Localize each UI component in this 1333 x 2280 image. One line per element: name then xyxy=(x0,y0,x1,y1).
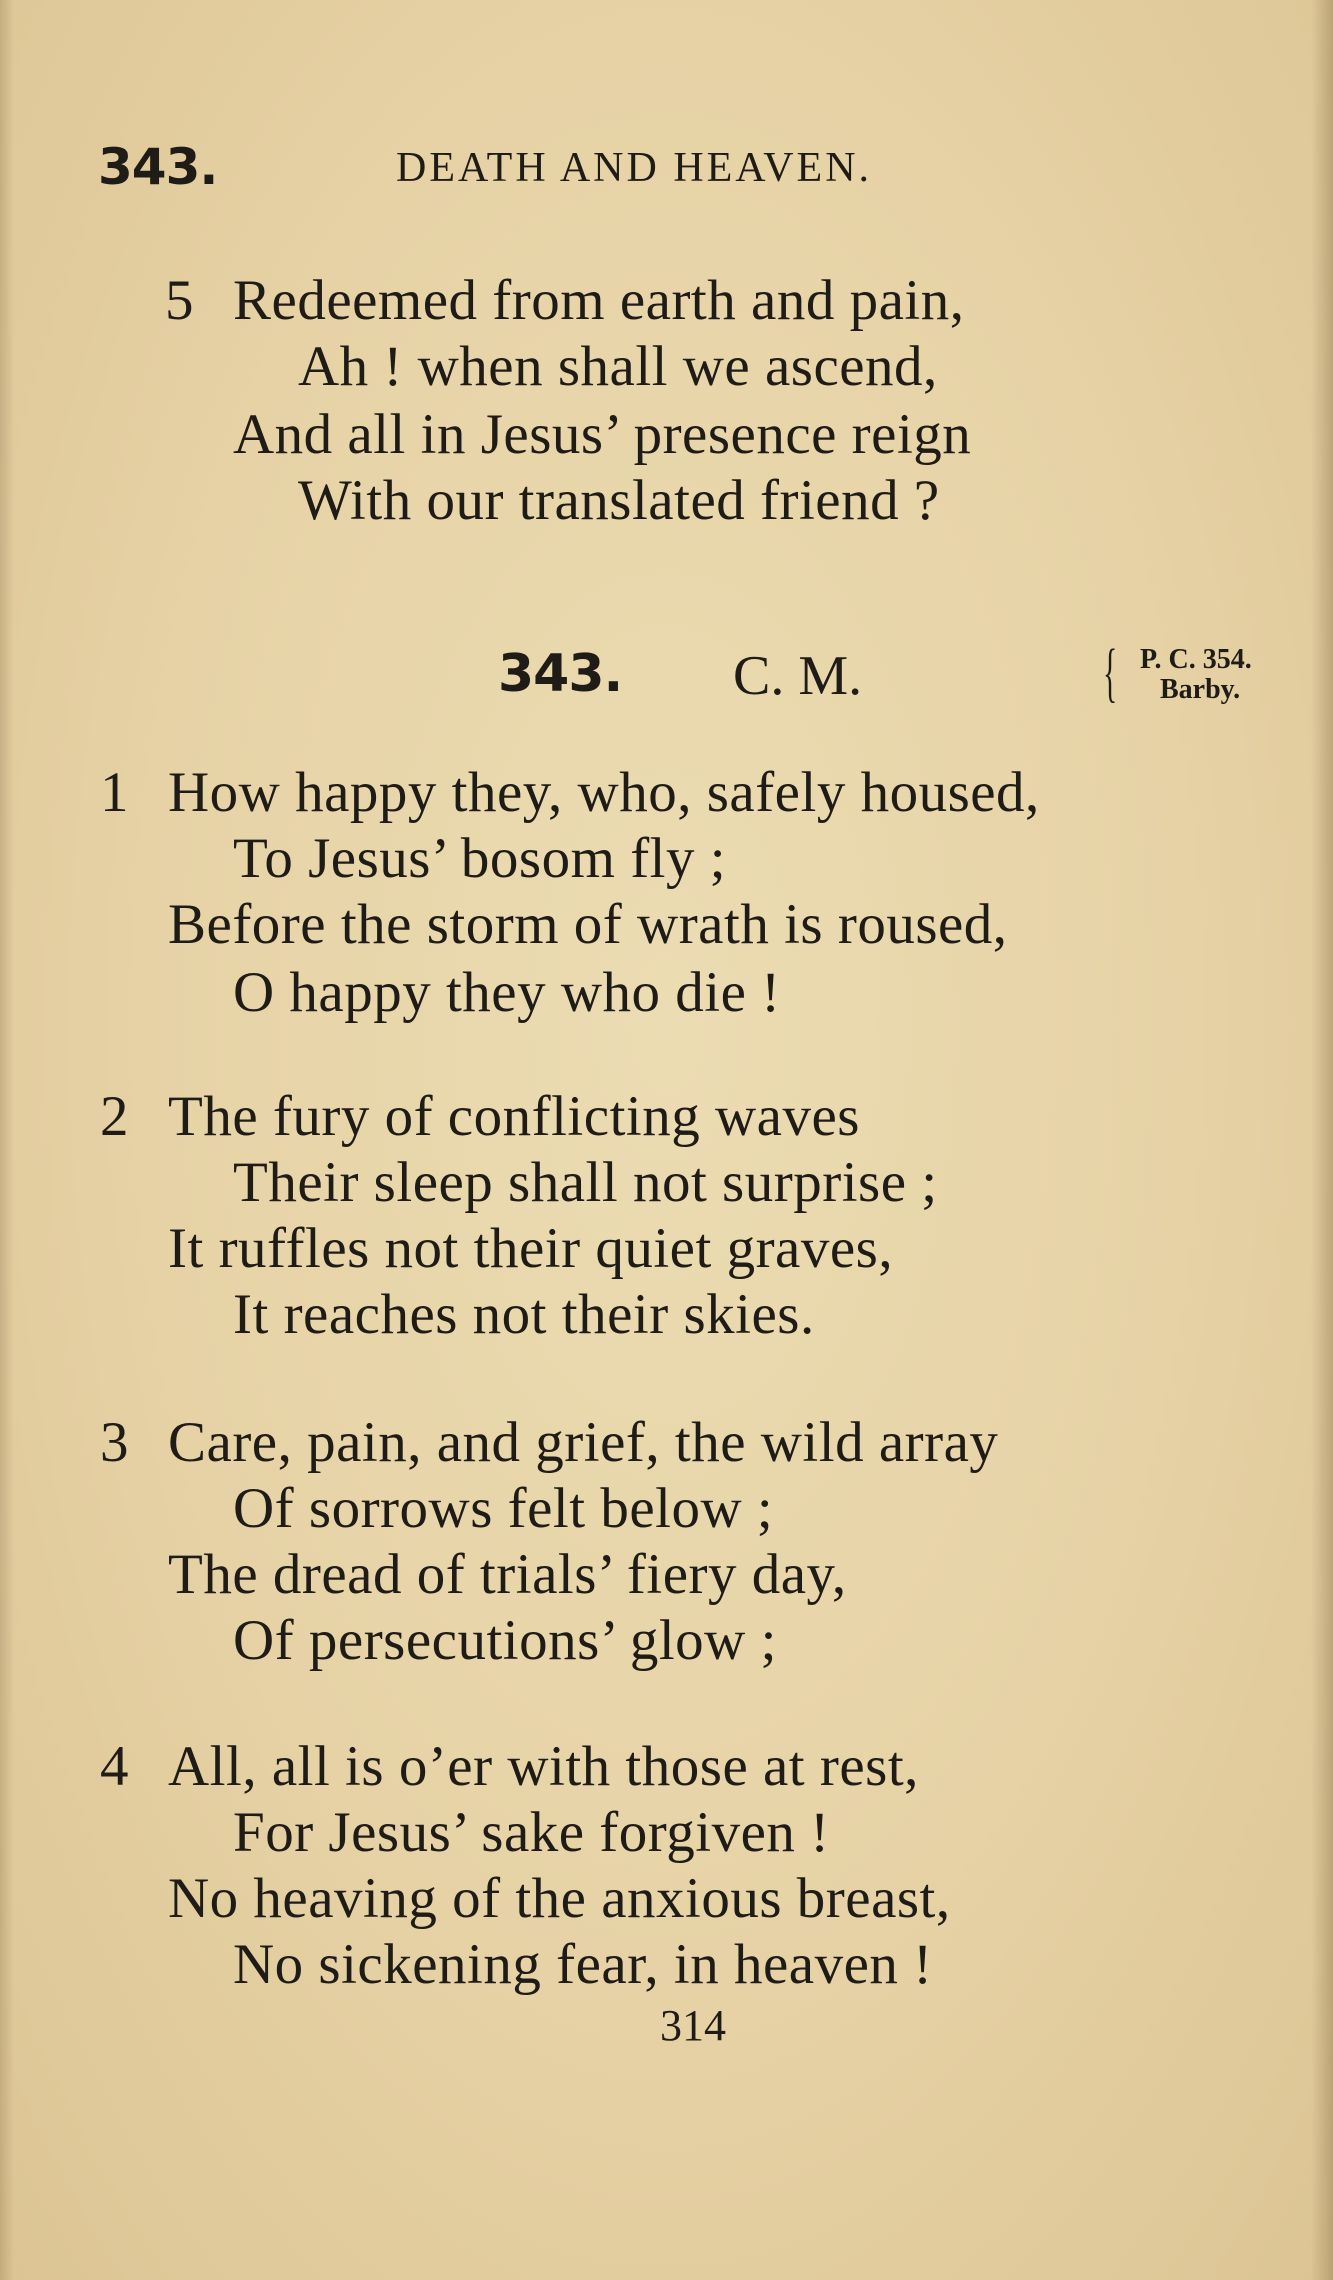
stanza-line: The dread of trials’ fiery day, xyxy=(168,1543,847,1606)
tune-name: Barby. xyxy=(1160,674,1241,705)
page-edge-left xyxy=(0,0,14,2280)
stanza-line: Redeemed from earth and pain, xyxy=(233,269,965,332)
page-number: 314 xyxy=(660,2001,726,2050)
stanza-line: All, all is o’er with those at rest, xyxy=(168,1735,919,1798)
stanza-number: 4 xyxy=(100,1735,129,1798)
stanza-number: 1 xyxy=(100,761,129,824)
stanza-line: O happy they who die ! xyxy=(233,961,781,1024)
stanza-number: 2 xyxy=(100,1085,129,1148)
stanza-line: It reaches not their skies. xyxy=(233,1283,815,1346)
stanza-line: Before the storm of wrath is roused, xyxy=(168,893,1008,956)
stanza-line: And all in Jesus’ presence reign xyxy=(233,403,972,466)
running-head xyxy=(98,138,1218,198)
stanza-line: Their sleep shall not surprise ; xyxy=(233,1151,938,1214)
stanza-line: Ah ! when shall we ascend, xyxy=(298,335,938,398)
stanza-line: No heaving of the anxious breast, xyxy=(168,1867,951,1930)
hymn-number: 343. xyxy=(498,644,623,704)
stanza-line: With our translated friend ? xyxy=(298,469,940,532)
stanza-line: No sickening fear, in heaven ! xyxy=(233,1933,933,1996)
running-head-title: DEATH AND HEAVEN. xyxy=(396,145,873,191)
stanza-line: Of sorrows felt below ; xyxy=(233,1477,774,1540)
stanza-line: How happy they, who, safely housed, xyxy=(168,761,1040,824)
running-head-number: 343. xyxy=(98,138,218,196)
stanza-line: It ruffles not their quiet graves, xyxy=(168,1217,894,1280)
brace-glyph: { xyxy=(1103,636,1118,709)
tune-reference: P. C. 354. xyxy=(1140,644,1252,675)
stanza-line: For Jesus’ sake forgiven ! xyxy=(233,1801,830,1864)
stanza-line: Of persecutions’ glow ; xyxy=(233,1609,777,1672)
hymn-meter: C. M. xyxy=(733,645,863,707)
page-edge-right xyxy=(1311,0,1333,2280)
stanza-line: To Jesus’ bosom fly ; xyxy=(233,827,727,890)
stanza-number: 3 xyxy=(100,1411,129,1474)
stanza-line: Care, pain, and grief, the wild array xyxy=(168,1411,999,1474)
hymn-header xyxy=(0,636,1333,724)
stanza-line: The fury of conflicting waves xyxy=(168,1085,860,1148)
stanza-number: 5 xyxy=(165,269,194,332)
